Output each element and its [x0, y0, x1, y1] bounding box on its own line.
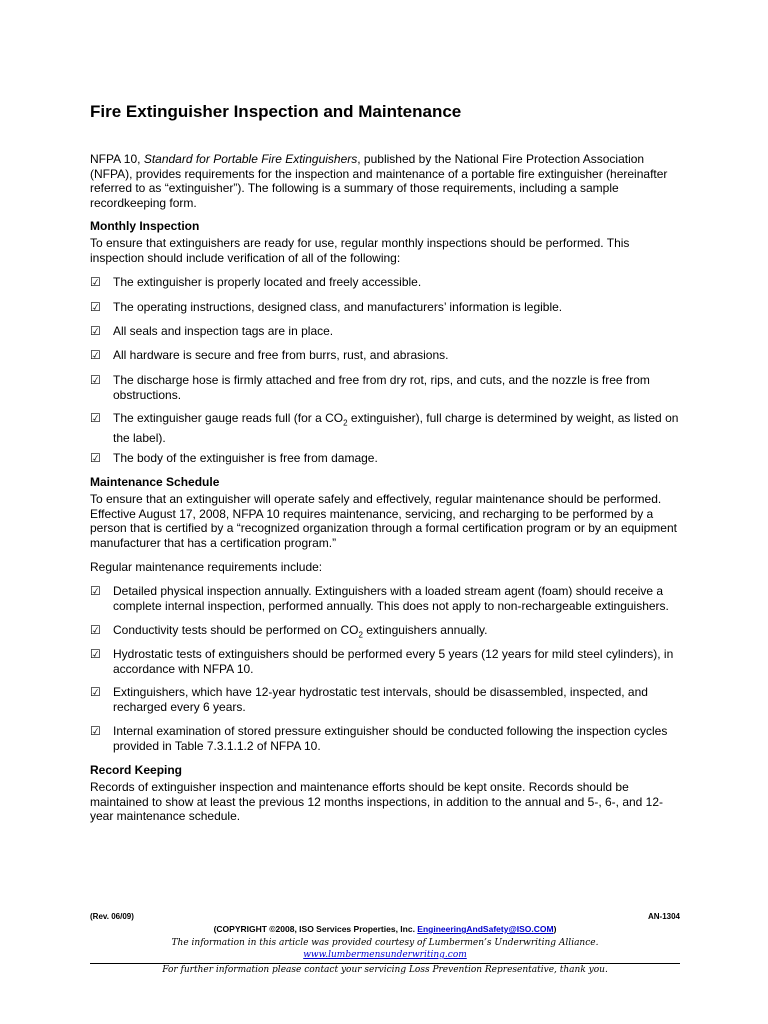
- maintenance-paragraph: To ensure that an extinguisher will operate safely and effectively, regular maintenance should be performed. Effective August 17, 2008, NFPA 10 requires maintenance, servicing, and recharging to be performed by a person that is certified by a “recognized organization through a formal certification program or by an equipment manufacturer that has a certification program.”: [90, 492, 677, 550]
- checklist-item: ☑ Extinguishers, which have 12-year hydrostatic test intervals, should be disassembled, inspected, and recharged every 6 years.: [90, 685, 648, 714]
- checklist-item: ☑ All hardware is secure and free from burrs, rust, and abrasions.: [90, 348, 449, 362]
- checklist-item: ☑ All seals and inspection tags are in place.: [90, 324, 334, 338]
- footer-divider: [90, 963, 680, 964]
- checkbox-icon: ☑: [90, 348, 101, 362]
- standard-title: Standard for Portable Fire Extinguishers: [143, 152, 358, 166]
- email-link[interactable]: EngineeringAndSafety@ISO.COM: [417, 924, 554, 934]
- checkbox-icon: ☑: [90, 451, 101, 465]
- courtesy-note: The information in this article was provided courtesy of Lumbermen’s Underwriting Alliance.: [171, 938, 599, 948]
- maintenance-requirements-intro: Regular maintenance requirements include:: [90, 560, 323, 574]
- checkbox-icon: ☑: [90, 647, 101, 661]
- checklist-item: ☑ Internal examination of stored pressure extinguisher should be conducted following the inspection cycles provided in Table 7.3.1.1.2 of NFPA 10.: [90, 724, 668, 753]
- monthly-inspection-paragraph: To ensure that extinguishers are ready for use, regular monthly inspections should be performed. This inspection should include verification of all of the following:: [90, 236, 630, 265]
- checkbox-icon: ☑: [90, 300, 101, 314]
- intro-rest: , published by the National Fire Protection Association (NFPA), provides requirements for the inspection and maintenance of a portable fire extinguisher (hereinafter referred to as “extinguisher”). The following is a summary of those requirements, including a sample recordkeeping form.: [90, 152, 668, 210]
- maintenance-schedule-heading: Maintenance Schedule: [90, 475, 220, 489]
- monthly-inspection-heading: Monthly Inspection: [90, 219, 200, 233]
- record-keeping-paragraph: Records of extinguisher inspection and maintenance efforts should be kept onsite. Records should be maintained to show at least the previous 12 months inspections, in addition to the annual and 5-, 6-, and 12-year maintenance schedule.: [90, 780, 664, 823]
- checkbox-icon: ☑: [90, 724, 101, 738]
- page-title: Fire Extinguisher Inspection and Maintenance: [90, 102, 462, 121]
- checkbox-icon: ☑: [90, 584, 101, 598]
- checkbox-icon: ☑: [90, 623, 101, 637]
- website-link[interactable]: www.lumbermensunderwriting.com: [303, 950, 467, 960]
- checklist-item: ☑ Conductivity tests should be performed on $CO_2$ extinguishers annually.: [90, 623, 488, 640]
- checkbox-icon: ☑: [90, 275, 101, 289]
- checklist-item: ☑ Detailed physical inspection annually. Extinguishers with a loaded stream agent (foam) should receive a complete internal inspection, performed annually. This does not apply to non-rechargeable extinguishers.: [90, 584, 669, 613]
- checklist-item: ☑ The extinguisher gauge reads full (for a $CO_2$ extinguisher), full charge is determined by weight, as listed on the label).: [90, 411, 679, 445]
- record-keeping-heading: Record Keeping: [90, 763, 183, 777]
- checklist-item: ☑ The extinguisher is properly located and freely accessible.: [90, 275, 422, 289]
- checklist-item: ☑ The discharge hose is firmly attached and free from dry rot, rips, and cuts, and the nozzle is free from obstructions.: [90, 373, 650, 402]
- copyright-line: (COPYRIGHT ©2008, ISO Services Properties, Inc. EngineeringAndSafety@ISO.COM): [213, 924, 557, 934]
- document-id: AN-1304: [647, 912, 680, 921]
- intro-paragraph: [90, 152, 680, 210]
- contact-note: For further information please contact your servicing Loss Prevention Representative, thank you.: [162, 965, 608, 975]
- checkbox-icon: ☑: [90, 324, 101, 338]
- checkbox-icon: ☑: [90, 685, 101, 699]
- checklist-item: ☑ The body of the extinguisher is free from damage.: [90, 451, 378, 465]
- checklist-item: ☑ Hydrostatic tests of extinguishers should be performed every 5 years (12 years for mild steel cylinders), in accordance with NFPA 10.: [90, 647, 674, 676]
- intro-prefix: NFPA 10,: [90, 152, 144, 166]
- revision-label: (Rev. 06/09): [90, 912, 134, 921]
- checkbox-icon: ☑: [90, 373, 101, 387]
- checklist-item: ☑ The operating instructions, designed class, and manufacturers’ information is legible.: [90, 300, 563, 314]
- checkbox-icon: ☑: [90, 411, 101, 425]
